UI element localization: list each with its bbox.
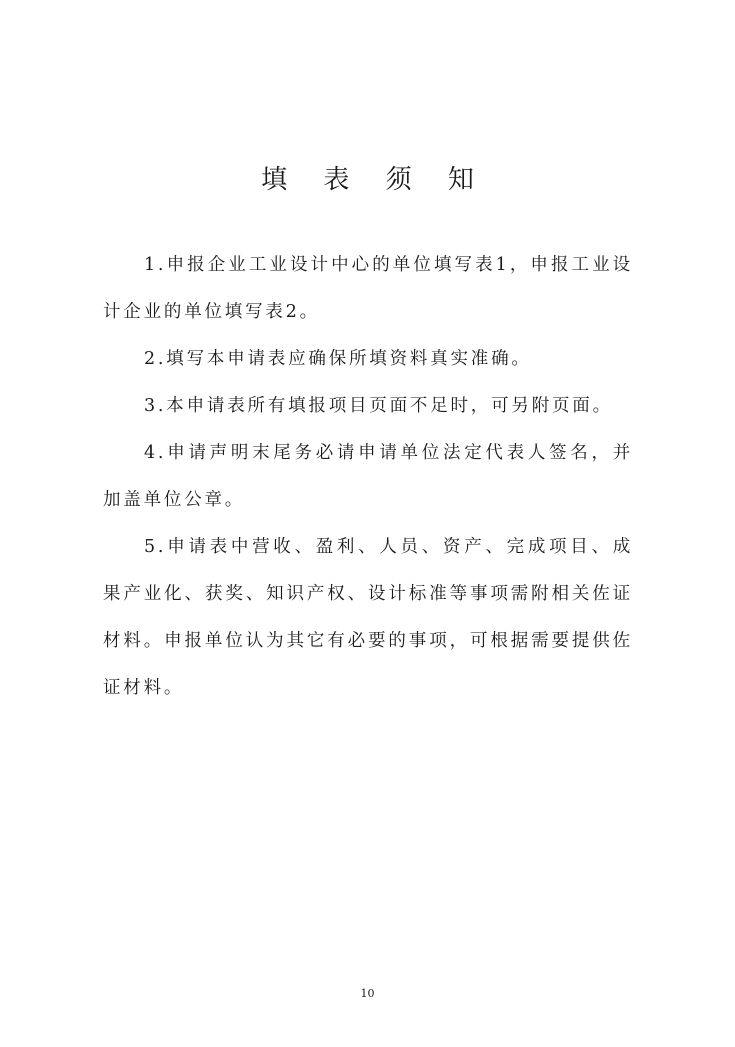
instruction-paragraph-4: 4.申请声明末尾务必请申请单位法定代表人签名，并加盖单位公章。: [103, 443, 633, 510]
instruction-paragraph-3: 3.本申请表所有填报项目页面不足时，可另附页面。: [144, 396, 613, 416]
instruction-paragraph-1: 1.申报企业工业设计中心的单位填写表1，申报工业设计企业的单位填写表2。: [103, 255, 633, 322]
page-title: 填 表 须 知: [261, 165, 488, 195]
instruction-paragraph-2: 2.填写本申请表应确保所填资料真实准确。: [144, 349, 532, 369]
instruction-paragraph-5: 5.申请表中营收、盈利、人员、资产、完成项目、成果产业化、获奖、知识产权、设计标准等事项需附相关佐证材料。申报单位认为其它有必要的事项，可根据需要提供佐证材料。: [103, 537, 633, 698]
page-number: 10: [360, 987, 375, 1000]
instructions-body: [103, 242, 633, 712]
